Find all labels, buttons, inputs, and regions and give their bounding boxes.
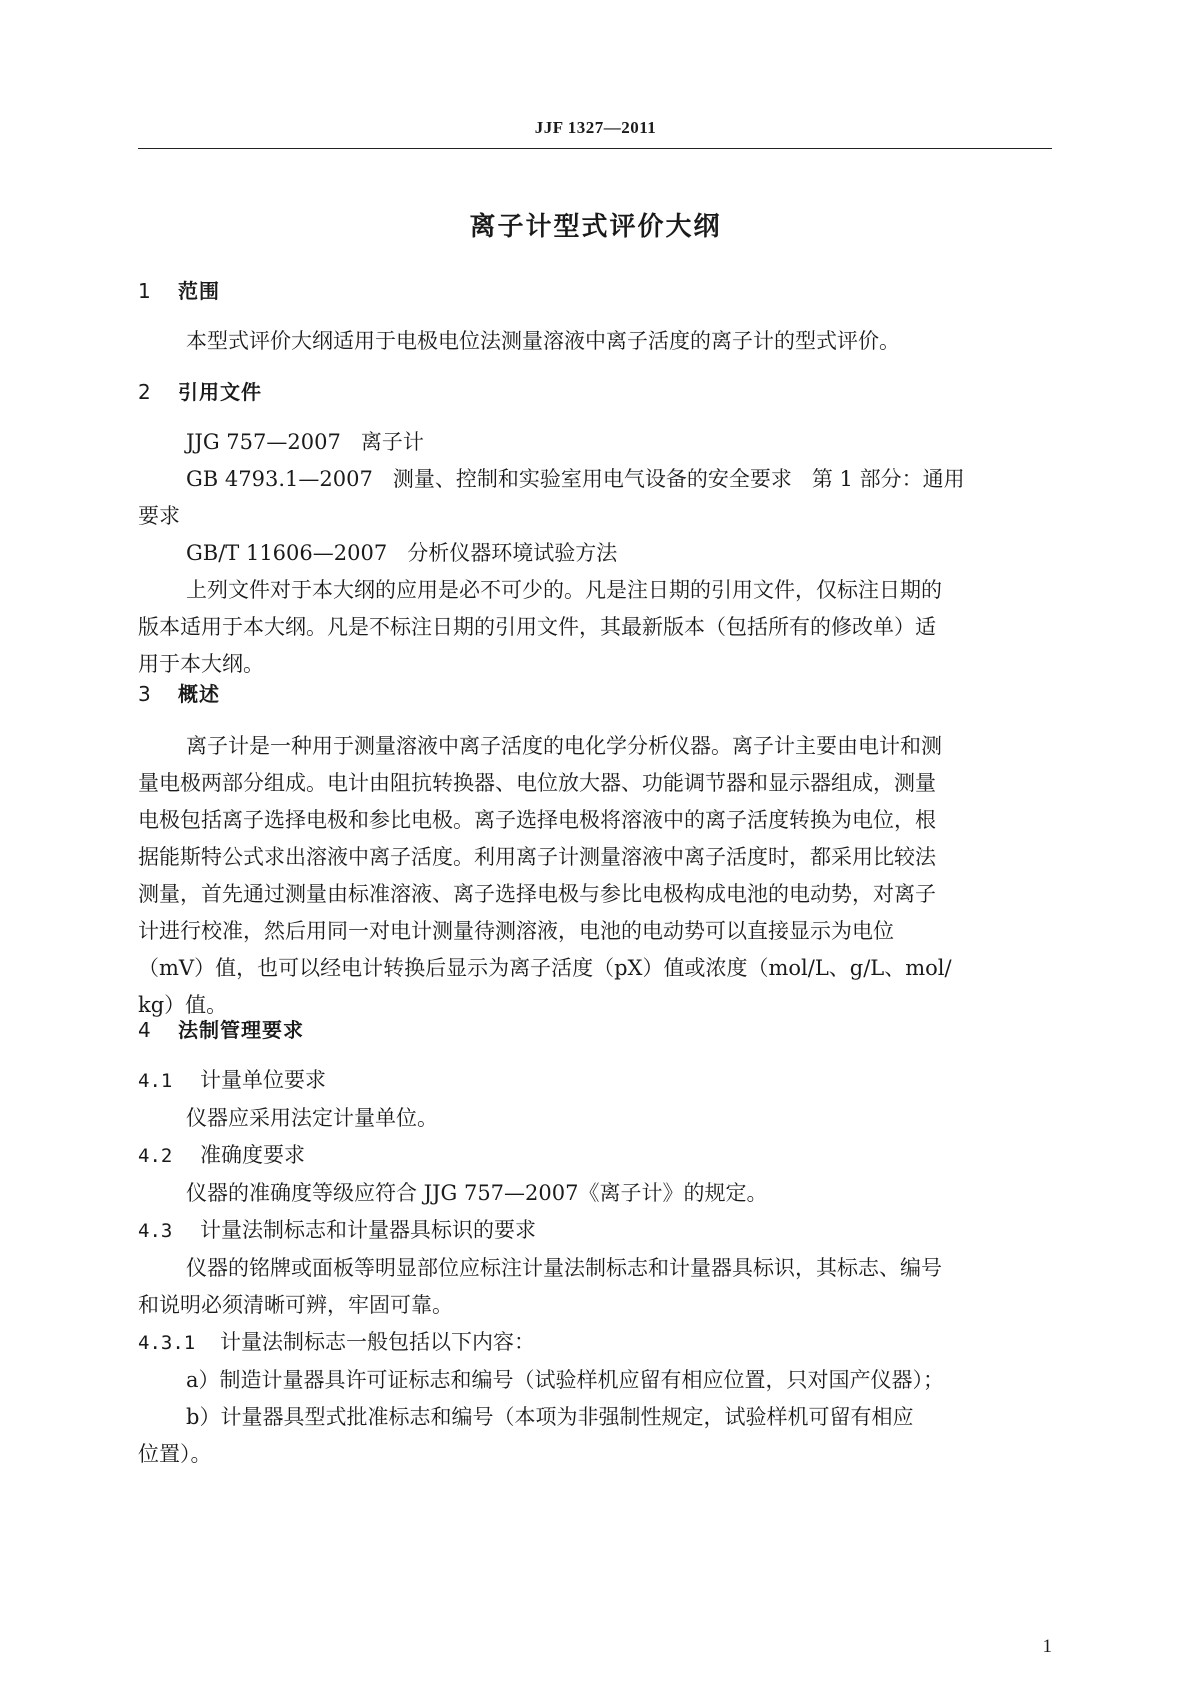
section-2-body <box>138 424 1052 683</box>
page-number: 1 <box>1042 1636 1052 1657</box>
section-2 <box>138 374 1052 411</box>
paragraph-line: 版本适用于本大纲。凡是不标注日期的引用文件，其最新版本（包括所有的修改单）适 <box>138 615 936 639</box>
reference-item-cont: 要求 <box>138 504 180 528</box>
section-title: 法制管理要求 <box>178 1018 304 1042</box>
reference-item: GB/T 11606—2007 分析仪器环境试验方法 <box>186 541 618 565</box>
paragraph-line: 量电极两部分组成。电计由阻抗转换器、电位放大器、功能调节器和显示器组成，测量 <box>138 771 936 795</box>
section-3-body <box>138 728 1052 1024</box>
subsection-heading <box>138 1137 1052 1175</box>
section-1-body <box>138 323 1052 360</box>
paragraph: 仪器的准确度等级应符合 JJG 757—2007《离子计》的规定。 <box>186 1181 768 1205</box>
section-heading <box>138 374 1052 411</box>
section-4-body <box>138 1062 1052 1473</box>
section-heading <box>138 273 1052 310</box>
list-item: b）计量器具型式批准标志和编号（本项为非强制性规定，试验样机可留有相应 <box>186 1405 914 1429</box>
paragraph-line: 计进行校准，然后用同一对电计测量待测溶液，电池的电动势可以直接显示为电位 <box>138 919 894 943</box>
subsection-number: 4.3.1 <box>138 1332 196 1354</box>
section-number: 3 <box>138 682 152 706</box>
section-heading <box>138 1012 1052 1049</box>
paragraph-line: 离子计是一种用于测量溶液中离子活度的电化学分析仪器。离子计主要由电计和测 <box>186 734 942 758</box>
section-number: 1 <box>138 279 152 303</box>
paragraph-line: （mV）值，也可以经电计转换后显示为离子活度（pX）值或浓度（mol/L、g/L、mol/ <box>138 956 952 980</box>
paragraph-line: 和说明必须清晰可辨，牢固可靠。 <box>138 1293 453 1317</box>
subsection-title: 计量单位要求 <box>200 1068 326 1092</box>
subsection-title: 计量法制标志一般包括以下内容： <box>220 1330 535 1354</box>
section-4 <box>138 1012 1052 1049</box>
subsection-heading <box>138 1212 1052 1250</box>
paragraph-line: 用于本大纲。 <box>138 652 264 676</box>
paragraph-line: kg）值。 <box>138 993 228 1017</box>
header-rule <box>138 148 1052 149</box>
reference-item: GB 4793.1—2007 测量、控制和实验室用电气设备的安全要求 第 1 部分：通用 <box>186 467 965 491</box>
section-title: 范围 <box>178 279 220 303</box>
reference-item: JJG 757—2007 离子计 <box>186 430 424 454</box>
subsection-number: 4.1 <box>138 1070 173 1092</box>
section-number: 2 <box>138 380 152 404</box>
subsection-title: 计量法制标志和计量器具标识的要求 <box>200 1218 536 1242</box>
subsection-number: 4.2 <box>138 1145 173 1167</box>
section-title: 概述 <box>178 682 220 706</box>
section-number: 4 <box>138 1018 152 1042</box>
page-title: 离子计型式评价大纲 <box>469 212 722 242</box>
paragraph-line: 上列文件对于本大纲的应用是必不可少的。凡是注日期的引用文件，仅标注日期的 <box>186 578 942 602</box>
paragraph-line: 测量，首先通过测量由标准溶液、离子选择电极与参比电极构成电池的电动势，对离子 <box>138 882 936 906</box>
section-1 <box>138 273 1052 310</box>
paragraph: 仪器应采用法定计量单位。 <box>186 1106 438 1130</box>
subsection-number: 4.3 <box>138 1220 173 1242</box>
subsection-heading <box>138 1324 1052 1362</box>
subsection-heading <box>138 1062 1052 1100</box>
document-code: JJF 1327—2011 <box>534 118 657 137</box>
subsection-title: 准确度要求 <box>200 1143 305 1167</box>
section-3 <box>138 676 1052 713</box>
list-item-cont: 位置）。 <box>138 1442 212 1466</box>
paragraph-line: 电极包括离子选择电极和参比电极。离子选择电极将溶液中的离子活度转换为电位，根 <box>138 808 936 832</box>
paragraph-line: 据能斯特公式求出溶液中离子活度。利用离子计测量溶液中离子活度时，都采用比较法 <box>138 845 936 869</box>
list-item: a）制造计量器具许可证标志和编号（试验样机应留有相应位置，只对国产仪器）； <box>186 1368 945 1392</box>
paragraph-line: 仪器的铭牌或面板等明显部位应标注计量法制标志和计量器具标识，其标志、编号 <box>186 1256 942 1280</box>
section-title: 引用文件 <box>178 380 262 404</box>
section-heading <box>138 676 1052 713</box>
paragraph: 本型式评价大纲适用于电极电位法测量溶液中离子活度的离子计的型式评价。 <box>186 329 900 353</box>
